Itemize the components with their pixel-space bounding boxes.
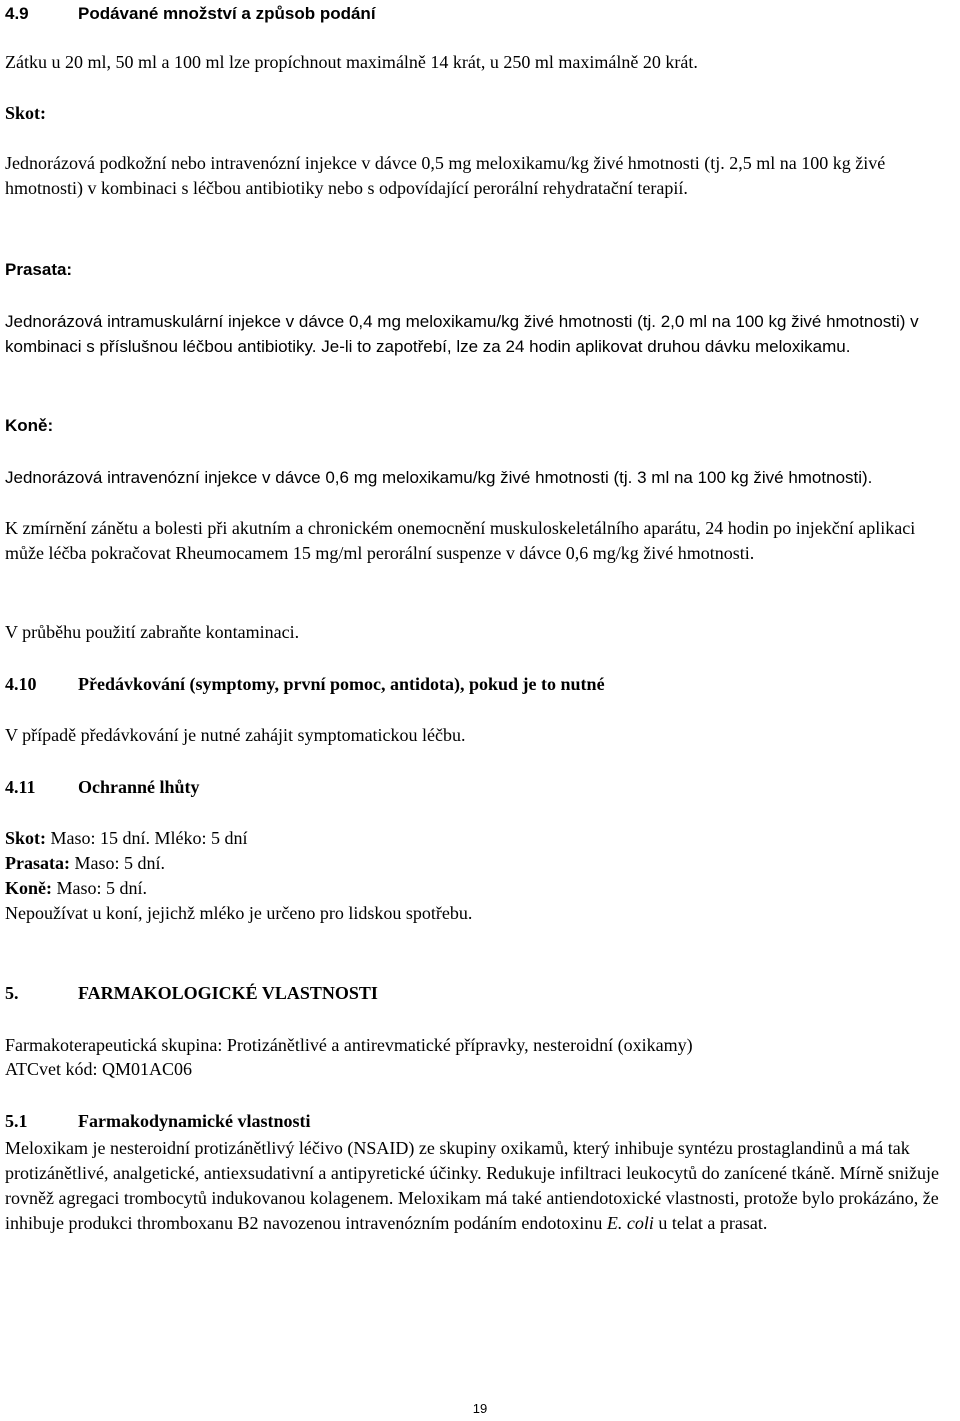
organism-name: E. coli (606, 1213, 654, 1233)
pharmacodynamics-body: Meloxikam je nesteroidní protizánětlivý léčivo (NSAID) ze skupiny oxikamů, který inhibuje syntézu prostaglandinů a má tak protizánětlivé, analgetické, antiexsudativní a antipyretické účinky. Redukuje infiltraci leukocytů do zanícené tkáně. Mírně snižuje rovněž agregaci trombocytů indukovanou kolagenem. Meloxikam má také antiendotoxické vlastnosti, protože bylo prokázáno, že inhibuje produkci thromboxanu B2 navozenou intravenózním podáním endotoxinu (5, 1138, 939, 1233)
species-label-kone: Koně: (5, 416, 54, 435)
section-number: 4.10 (5, 674, 37, 694)
overdose-text: V případě předávkování je nutné zahájit symptomatickou léčbu. (5, 725, 466, 745)
species-label-prasata: Prasata: (5, 260, 73, 279)
section-5-1-heading (5, 1109, 957, 1134)
withdrawal-label: Prasata: (5, 853, 70, 873)
withdrawal-value: Maso: 5 dní. (69, 853, 165, 873)
withdrawal-prasata (5, 851, 957, 876)
section-number: 4.9 (5, 4, 29, 23)
withdrawal-skot (5, 826, 957, 851)
withdrawal-note: Nepoužívat u koní, jejichž mléko je určeno pro lidskou spotřebu. (5, 903, 473, 923)
section-number: 5.1 (5, 1111, 28, 1131)
pharmacodynamics-text (5, 1136, 957, 1236)
section-4-9-heading (5, 1, 957, 26)
dosage-kone: Jednorázová intravenózní injekce v dávce 0,6 mg meloxikamu/kg živé hmotnosti (tj. 3 ml na 100 kg živé hmotnosti). (5, 468, 873, 487)
dosage-kone-continuation: K zmírnění zánětu a bolesti při akutním a chronickém onemocnění muskuloskeletálního aparátu, 24 hodin po injekční aplikaci může léčba pokračovat Rheumocamem 15 mg/ml perorální suspenze v dávce 0,6 mg/kg živé hmotnosti. (5, 518, 916, 563)
section-title: Farmakodynamické vlastnosti (78, 1111, 311, 1131)
section-number: 4.11 (5, 777, 36, 797)
withdrawal-label: Koně: (5, 878, 52, 898)
pharmacodynamics-end: u telat a prasat. (653, 1213, 768, 1233)
contamination-note: V průběhu použití zabraňte kontaminaci. (5, 622, 300, 642)
section-title: Podávané množství a způsob podání (78, 4, 376, 23)
section-4-11-heading (5, 775, 957, 800)
section-title: Ochranné lhůty (78, 777, 200, 797)
withdrawal-label: Skot: (5, 828, 47, 848)
section-title: Předávkování (symptomy, první pomoc, antidota), pokud je to nutné (78, 674, 605, 694)
pharmacotherapeutic-group: Farmakoterapeutická skupina: Protizánětlivé a antirevmatické přípravky, nesteroidní (oxikamy) (5, 1035, 693, 1055)
section-4-10-heading (5, 672, 957, 697)
stopper-note: Zátku u 20 ml, 50 ml a 100 ml lze propíchnout maximálně 14 krát, u 250 ml maximálně 20 krát. (5, 52, 698, 72)
section-number: 5. (5, 983, 19, 1003)
dosage-skot: Jednorázová podkožní nebo intravenózní injekce v dávce 0,5 mg meloxikamu/kg živé hmotnosti (tj. 2,5 ml na 100 kg živé hmotnosti) v kombinaci s léčbou antibiotiky nebo s odpovídající perorální rehydratační terapií. (5, 153, 886, 198)
withdrawal-value: Maso: 5 dní. (52, 878, 148, 898)
section-5-heading (5, 981, 957, 1006)
withdrawal-value: Maso: 15 dní. Mléko: 5 dní (46, 828, 248, 848)
page-number: 19 (472, 1401, 488, 1416)
withdrawal-kone (5, 876, 957, 901)
dosage-prasata: Jednorázová intramuskulární injekce v dávce 0,4 mg meloxikamu/kg živé hmotnosti (tj. 2,0 ml na 100 kg živé hmotnosti) v kombinaci s příslušnou léčbou antibiotiky. Je-li to zapotřebí, lze za 24 hodin aplikovat druhou dávku meloxikamu. (5, 312, 919, 356)
section-title: FARMAKOLOGICKÉ VLASTNOSTI (78, 983, 378, 1003)
atcvet-code: ATCvet kód: QM01AC06 (5, 1059, 193, 1079)
species-label-skot: Skot: (5, 103, 47, 123)
